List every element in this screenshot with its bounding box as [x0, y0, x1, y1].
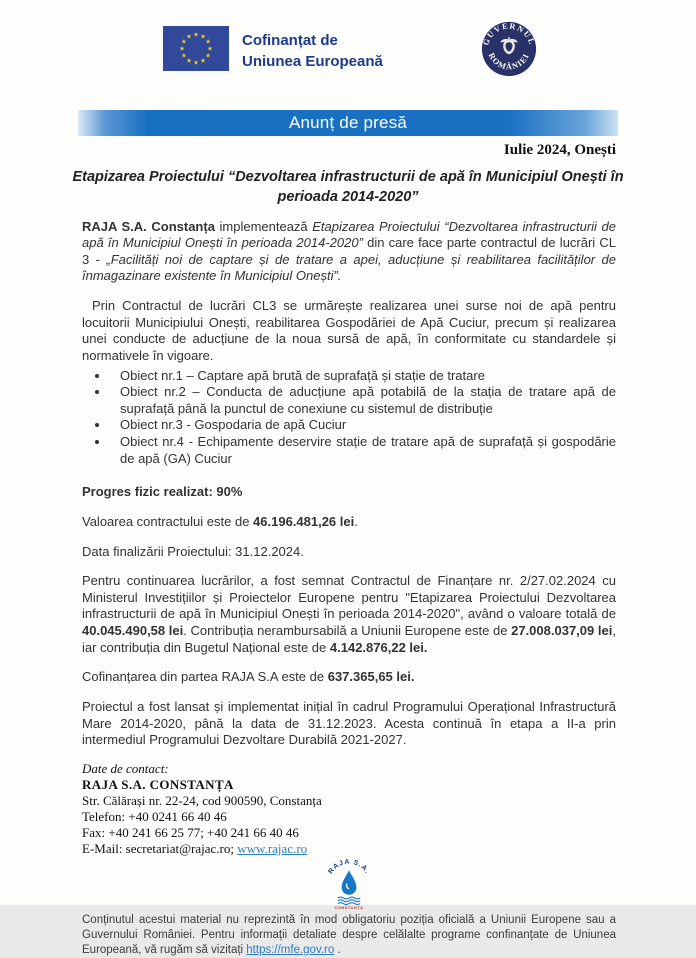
raja-logo-icon	[315, 859, 383, 911]
intro-text-1: implementează	[214, 218, 313, 234]
cofinancing-amount: 637.365,65 lei.	[327, 669, 415, 685]
contract-title-quote: „Facilități noi de captare și de tratare a apei, aducțiune și reabilitarea facilităților de înmagazinare existente în Municipiul Onești”.	[82, 251, 616, 284]
list-item: • Obiect nr.4 - Echipamente deservire stație de tratare apă de suprafață și gospodărie de apă (GA) Cuciur	[110, 434, 616, 467]
contract-description-paragraph: Prin Contractul de lucrări CL3 se urmărește realizarea unei surse noi de apă pentru locuitorii Municipiului Onești, reabilitarea Gospodăriei de Apă Cuciur, precum și realizarea unei conducte de aducțiune de la noua sursă de apă, în conformitate cu standardele și normativele în vigoare.	[82, 298, 616, 363]
cofinancing-label: Cofinanțarea din partea RAJA S.A este de	[82, 669, 328, 685]
list-item: • Obiect nr.1 – Captare apă brută de suprafață și stație de tratare	[110, 368, 616, 385]
contact-address: Str. Călărași nr. 22-24, cod 900590, Constanța	[82, 792, 322, 808]
eu-label-line1: Cofinanțat de	[242, 32, 338, 49]
website-link[interactable]: www.rajac.ro	[237, 840, 308, 856]
contact-fax: Fax: +40 241 66 25 77; +40 241 66 40 46	[82, 824, 299, 840]
financing-total-amount: 40.045.490,58 lei	[82, 623, 184, 639]
national-budget-amount: 4.142.876,22 lei.	[329, 639, 428, 655]
eu-cofunding-logo	[163, 26, 383, 72]
disclaimer-text: Conținutul acestui material nu reprezintă în mod obligatoriu poziția oficială a Uniunii Europene sau a Guvernului României. Pentru informații detaliate despre celălalte programe confinanțate de Uniunea Europeană, vă rugăm să vizitați	[82, 913, 616, 956]
contact-email-line	[82, 841, 616, 857]
financing-text-3: , iar contribuția din Bugetul Național este de	[82, 623, 616, 655]
gov-romania-seal-icon	[480, 20, 538, 78]
contract-value-amount: 46.196.481,26 lei	[253, 513, 355, 529]
finish-date-line: Data finalizării Proiectului: 31.12.2024.	[82, 543, 304, 559]
list-item: • Obiect nr.2 – Conducta de aducțiune apă potabilă de la stația de tratare apă de suprafață până la punctul de conexiune cu sistemul de distribuție	[110, 384, 616, 417]
objects-list	[82, 368, 616, 468]
government-seal	[480, 20, 538, 83]
contract-value-line	[82, 514, 616, 531]
raja-logo-row	[82, 859, 616, 911]
document-body	[0, 219, 696, 958]
cofinancing-line	[82, 669, 616, 686]
gov-seal-top-text: GUVERNUL	[481, 21, 537, 47]
list-item: • Obiect nr.3 - Gospodaria de apă Cuciur	[110, 417, 616, 434]
eu-cofunding-label	[242, 26, 383, 72]
document-title: Etapizarea Proiectului “Dezvoltarea infrastructurii de apă în Municipiul Onești în perioada 2014-2020”	[72, 169, 624, 206]
physical-progress: Progres fizic realizat: 90%	[82, 484, 243, 500]
eu-label-line2: Uniunea Europeană	[242, 53, 383, 70]
contract-value-period: .	[354, 513, 358, 529]
contract-value-label: Valoarea contractului este de	[82, 513, 254, 529]
financing-paragraph	[82, 573, 616, 656]
mfe-link[interactable]: https://mfe.gov.ro	[246, 943, 335, 956]
eu-flag-icon	[163, 26, 229, 71]
company-name: RAJA S.A. Constanța	[82, 218, 215, 234]
contact-phone: Telefon: +40 0241 66 40 46	[82, 808, 227, 824]
water-drop-icon	[342, 870, 357, 895]
contact-company-name: RAJA S.A. CONSTANȚA	[82, 776, 234, 792]
disclaimer-footer	[82, 913, 616, 958]
raja-logo-bottom-text: CONSTANȚA	[334, 904, 364, 910]
raja-logo-top-text: RAJA S.A.	[327, 858, 371, 876]
program-paragraph: Proiectul a fost lansat și implementat inițial în cadrul Programului Operațional Infrastructură Mare 2014-2020, până la data de 31.12.2023. Acesta continuă în etapa a II-a prin intermediul Programului Dezvoltare Durabilă 2021-2027.	[82, 698, 616, 748]
eu-contribution-amount: 27.008.037,09 lei	[511, 623, 613, 639]
press-banner	[78, 110, 618, 136]
financing-text-1: Pentru continuarea lucrărilor, a fost semnat Contractul de Finanțare nr. 2/27.02.2024 cu Ministerul Investițiilor și Proiectelor Europene pentru "Etapizarea Proiectului Dezvoltarea infrastructurii de apă în Municipiul Onești în perioada 2014-2020", având o valoare totală de	[82, 573, 616, 622]
disclaimer-period: .	[334, 943, 341, 956]
header	[0, 0, 696, 83]
contact-block	[82, 761, 616, 857]
contact-email: E-Mail: secretariat@rajac.ro;	[82, 840, 238, 856]
intro-text-2: din care face parte contractul de lucrări CL 3 -	[82, 235, 616, 267]
financing-text-2: . Contribuția nerambursabilă a Uniunii Europene este de	[183, 623, 512, 639]
intro-paragraph	[82, 219, 616, 286]
press-banner-title: Anunț de presă	[288, 113, 408, 132]
project-title-quote: Etapizarea Proiectului “Dezvoltarea infrastructurii de apă în Municipiul Onești în perioada 2014-2020”	[82, 218, 616, 251]
gov-seal-bottom-text: ROMÂNIEI	[486, 51, 532, 72]
contact-label: Date de contact:	[82, 760, 169, 776]
water-waves-icon	[338, 897, 360, 904]
dateline: Iulie 2024, Onești	[503, 142, 616, 158]
